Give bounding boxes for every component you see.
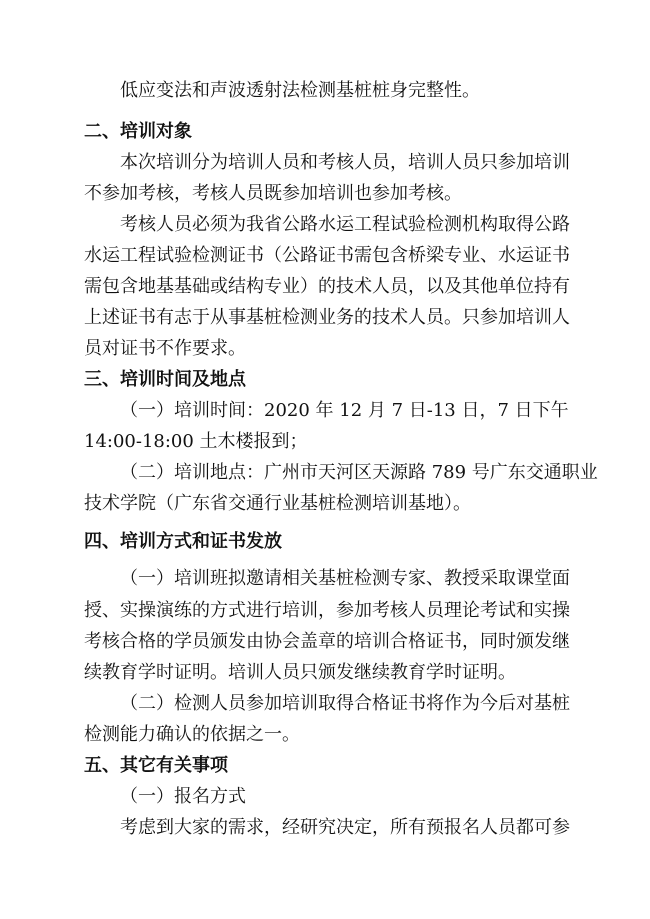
paragraph-text: 续教育学时证明。培训人员只颁发继续教育学时证明。 [84,662,516,683]
text-line [0,396,650,426]
paragraph-text: 技术学院（广东省交通行业基桩检测培训基地）。 [84,493,471,514]
paragraph-text: 考核合格的学员颁发由协会盖章的培训合格证书，同时颁发继 [84,631,570,652]
paragraph-text: （二）培训地点：广州市天河区天源路 789 号广东交通职业 [120,462,598,483]
paragraph-text: 本次培训分为培训人员和考核人员，培训人员只参加培训 [120,152,570,173]
text-line [0,148,650,178]
paragraph-text: 需包含地基基础或结构专业）的技术人员，以及其他单位持有 [84,276,570,297]
paragraph-text: 检测能力确认的依据之一。 [84,724,300,745]
text-line [0,689,650,719]
paragraph-text: （一）培训班拟邀请相关基桩检测专家、教授采取课堂面 [120,568,570,589]
text-line [0,782,650,812]
text-line [0,458,650,488]
text-line [0,272,650,302]
paragraph-text: 授、实操演练的方式进行培训，参加考核人员理论考试和实操 [84,600,570,621]
text-line [0,179,650,209]
paragraph-text: 考虑到大家的需求，经研究决定，所有预报名人员都可参 [120,817,570,838]
paragraph-text: 水运工程试验检测证书（公路证书需包含桥梁专业、水运证书 [84,245,570,266]
paragraph-text: 考核人员必须为我省公路水运工程试验检测机构取得公路 [120,214,570,235]
section-heading [0,117,650,147]
paragraph-text: 上述证书有志于从事基桩检测业务的技术人员。只参加培训人 [84,307,570,328]
paragraph-text: （一）报名方式 [120,786,246,807]
text-line [0,720,650,750]
text-line [0,564,650,594]
text-line [0,489,650,519]
paragraph-text: 低应变法和声波透射法检测基桩桩身完整性。 [120,80,480,101]
text-line [0,334,650,364]
section-heading-text: 五、其它有关事项 [84,755,228,776]
text-line [0,813,650,843]
section-heading [0,365,650,395]
section-heading-text: 三、培训时间及地点 [84,369,246,390]
paragraph-text: （一）培训时间：2020 年 12 月 7 日-13 日，7 日下午 [120,400,569,421]
text-line [0,76,650,106]
text-line [0,596,650,626]
paragraph-text: 员对证书不作要求。 [84,338,246,359]
section-heading-text: 二、培训对象 [84,121,192,142]
text-line [0,627,650,657]
paragraph-text: （二）检测人员参加培训取得合格证书将作为今后对基桩 [120,693,570,714]
paragraph-text: 14:00-18:00 土木楼报到； [84,431,308,452]
text-line [0,658,650,688]
section-heading [0,527,650,557]
section-heading [0,751,650,781]
text-line [0,210,650,240]
text-line [0,241,650,271]
text-line [0,427,650,457]
text-line [0,303,650,333]
section-heading-text: 四、培训方式和证书发放 [84,531,282,552]
paragraph-text: 不参加考核，考核人员既参加培训也参加考核。 [84,183,462,204]
